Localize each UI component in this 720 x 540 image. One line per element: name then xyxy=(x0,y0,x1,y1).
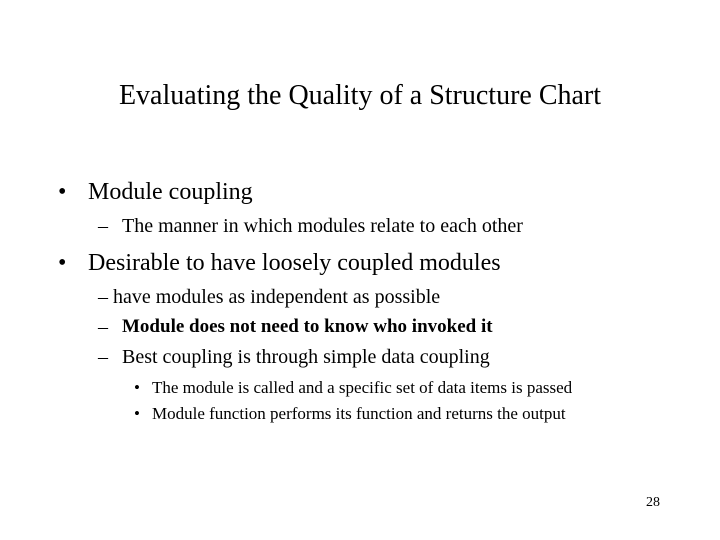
bullet-marker: • xyxy=(134,378,140,397)
subbullet-best-coupling: Best coupling is through simple data coupling xyxy=(122,346,490,368)
bullet-loosely-coupled: Desirable to have loosely coupled modules xyxy=(88,250,501,276)
bullet-module-coupling: Module coupling xyxy=(88,179,253,205)
bullet-marker: • xyxy=(58,179,67,205)
subbullet-not-know-invoker: Module does not need to know who invoked it xyxy=(122,316,493,337)
dash-marker: – xyxy=(98,316,108,338)
page-number: 28 xyxy=(646,495,660,510)
bullet-marker: • xyxy=(134,404,140,423)
subbullet-independent: – have modules as independent as possible xyxy=(98,286,441,308)
dash-marker: – xyxy=(98,346,108,368)
dash-marker: – xyxy=(98,215,108,237)
bullet-marker: • xyxy=(58,250,67,276)
subbullet-manner: The manner in which modules relate to each other xyxy=(122,215,523,237)
slide-title: Evaluating the Quality of a Structure Chart xyxy=(118,80,602,111)
subsubbullet-called: The module is called and a specific set of data items is passed xyxy=(152,378,573,397)
subsubbullet-returns-output: Module function performs its function and returns the output xyxy=(152,404,566,423)
